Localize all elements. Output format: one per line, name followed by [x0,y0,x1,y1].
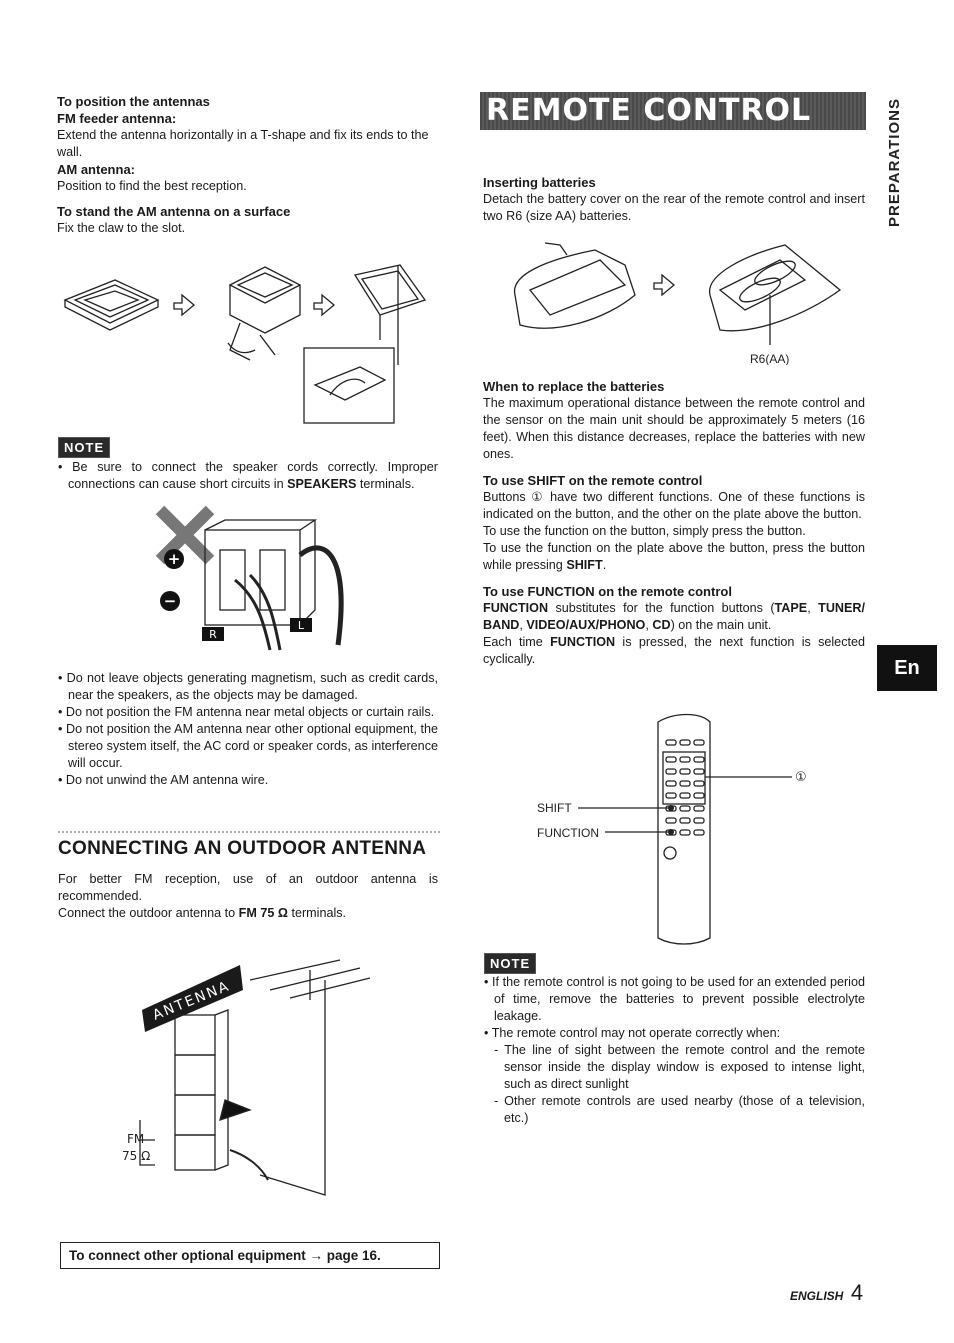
callout-number-1: ① [795,770,807,785]
fm-ohm-label: 75 Ω [122,1149,151,1163]
speaker-l-label: L [297,619,305,632]
precaution-item: • Do not position the AM antenna near other optional equipment, the stereo system itself, the AC cord or speaker cords, as interference will occur. [58,722,438,770]
remote-note-item: • The remote control may not operate correctly when: [484,1026,781,1040]
am-antenna-illustration [60,255,445,430]
fm-feeder-heading: FM feeder antenna: [57,111,177,126]
footer-language: ENGLISH [790,1289,844,1303]
inserting-batteries-heading: Inserting batteries [483,175,596,190]
shift-heading: To use SHIFT on the remote control [483,473,703,488]
outdoor-antenna-title: CONNECTING AN OUTDOOR ANTENNA [58,838,427,859]
replace-batteries-section [483,378,865,668]
battery-type-label: R6(AA) [750,352,790,365]
fm-feeder-text: Extend the antenna horizontally in a T-shape and fix its ends to the wall. [57,128,429,159]
position-antennas-heading: To position the antennas [57,94,210,109]
page-number: 4 [850,1280,864,1305]
precaution-item: • Do not position the FM antenna near metal objects or curtain rails. [58,705,435,719]
optional-equipment-link[interactable]: To connect other optional equipment → page 16. [60,1242,440,1269]
shift-text-3: To use the function on the plate above the button, press the button while pressing SHIFT. [483,541,865,572]
antenna-position-section [57,93,439,237]
speaker-note-badge: NOTE [58,437,110,458]
remote-note-subitem: - The line of sight between the remote control and the remote sensor inside the display window is exposed to intense light, such as direct sunlight [494,1043,866,1091]
outdoor-antenna-text [58,871,438,922]
language-tab: En [877,645,937,691]
remote-control-banner: REMOTE CONTROL [480,92,866,130]
battery-insertion-illustration [505,235,850,365]
inserting-batteries-section [483,174,865,225]
speaker-r-label: R [209,628,217,641]
replace-batteries-heading: When to replace the batteries [483,379,665,394]
precaution-item: • Do not leave objects generating magnetism, such as credit cards, near the speakers, as the objects may be damaged. [58,671,438,702]
function-text-1: FUNCTION substitutes for the function buttons (TAPE, TUNER/ BAND, VIDEO/AUX/PHONO, CD) on the main unit. [483,601,866,632]
preparations-side-label: PREPARATIONS [885,97,903,227]
speaker-plus-label: + [167,550,181,568]
remote-shift-label: SHIFT [537,801,572,815]
stand-am-text: Fix the claw to the slot. [57,221,186,235]
replace-batteries-text: The maximum operational distance between the remote control and the sensor on the main unit should be approximately 5 meters (16 feet). When this distance decreases, replace the batteries with new ones. [483,396,865,461]
page-footer [790,1280,864,1305]
outdoor-antenna-para: For better FM reception, use of an outdoor antenna is recommended. [58,872,438,903]
remote-function-label: FUNCTION [537,826,599,840]
speaker-precautions-list [58,670,438,789]
function-heading: To use FUNCTION on the remote control [483,584,732,599]
remote-note-list [484,974,865,1127]
section-divider [58,831,440,833]
outdoor-antenna-illustration [110,950,410,1215]
speaker-connection-illustration [150,505,360,655]
stand-am-heading: To stand the AM antenna on a surface [57,204,291,219]
precaution-item: • Do not unwind the AM antenna wire. [58,773,269,787]
remote-note-badge: NOTE [484,953,536,974]
fm-terminal-label: FM [127,1132,145,1146]
remote-note-item: • If the remote control is not going to be used for an extended period of time, remove the batteries to prevent possible electrolyte leakage. [484,975,865,1023]
function-text-2: Each time FUNCTION is pressed, the next function is selected cyclically. [483,635,865,666]
shift-text-2: To use the function on the button, simply press the button. [483,524,806,538]
inserting-batteries-text: Detach the battery cover on the rear of the remote control and insert two R6 (size AA) batteries. [483,192,865,223]
am-antenna-text: Position to find the best reception. [57,179,247,193]
outdoor-antenna-connect: Connect the outdoor antenna to FM 75 Ω terminals. [58,906,347,920]
speaker-note-list [58,459,438,493]
am-antenna-heading: AM antenna: [57,162,135,177]
shift-text-1: Buttons ① have two different functions. One of these functions is indicated on the button, and the other on the plate above the button. [483,490,865,521]
speaker-minus-label: − [163,592,177,610]
antenna-banner-label: ANTENNA [150,978,233,1024]
remote-note-subitem: - Other remote controls are used nearby (those of a television, etc.) [494,1094,865,1125]
remote-control-illustration [530,710,830,950]
speaker-note-item: • Be sure to connect the speaker cords correctly. Improper connections can cause short circuits in SPEAKERS terminals. [58,460,438,491]
